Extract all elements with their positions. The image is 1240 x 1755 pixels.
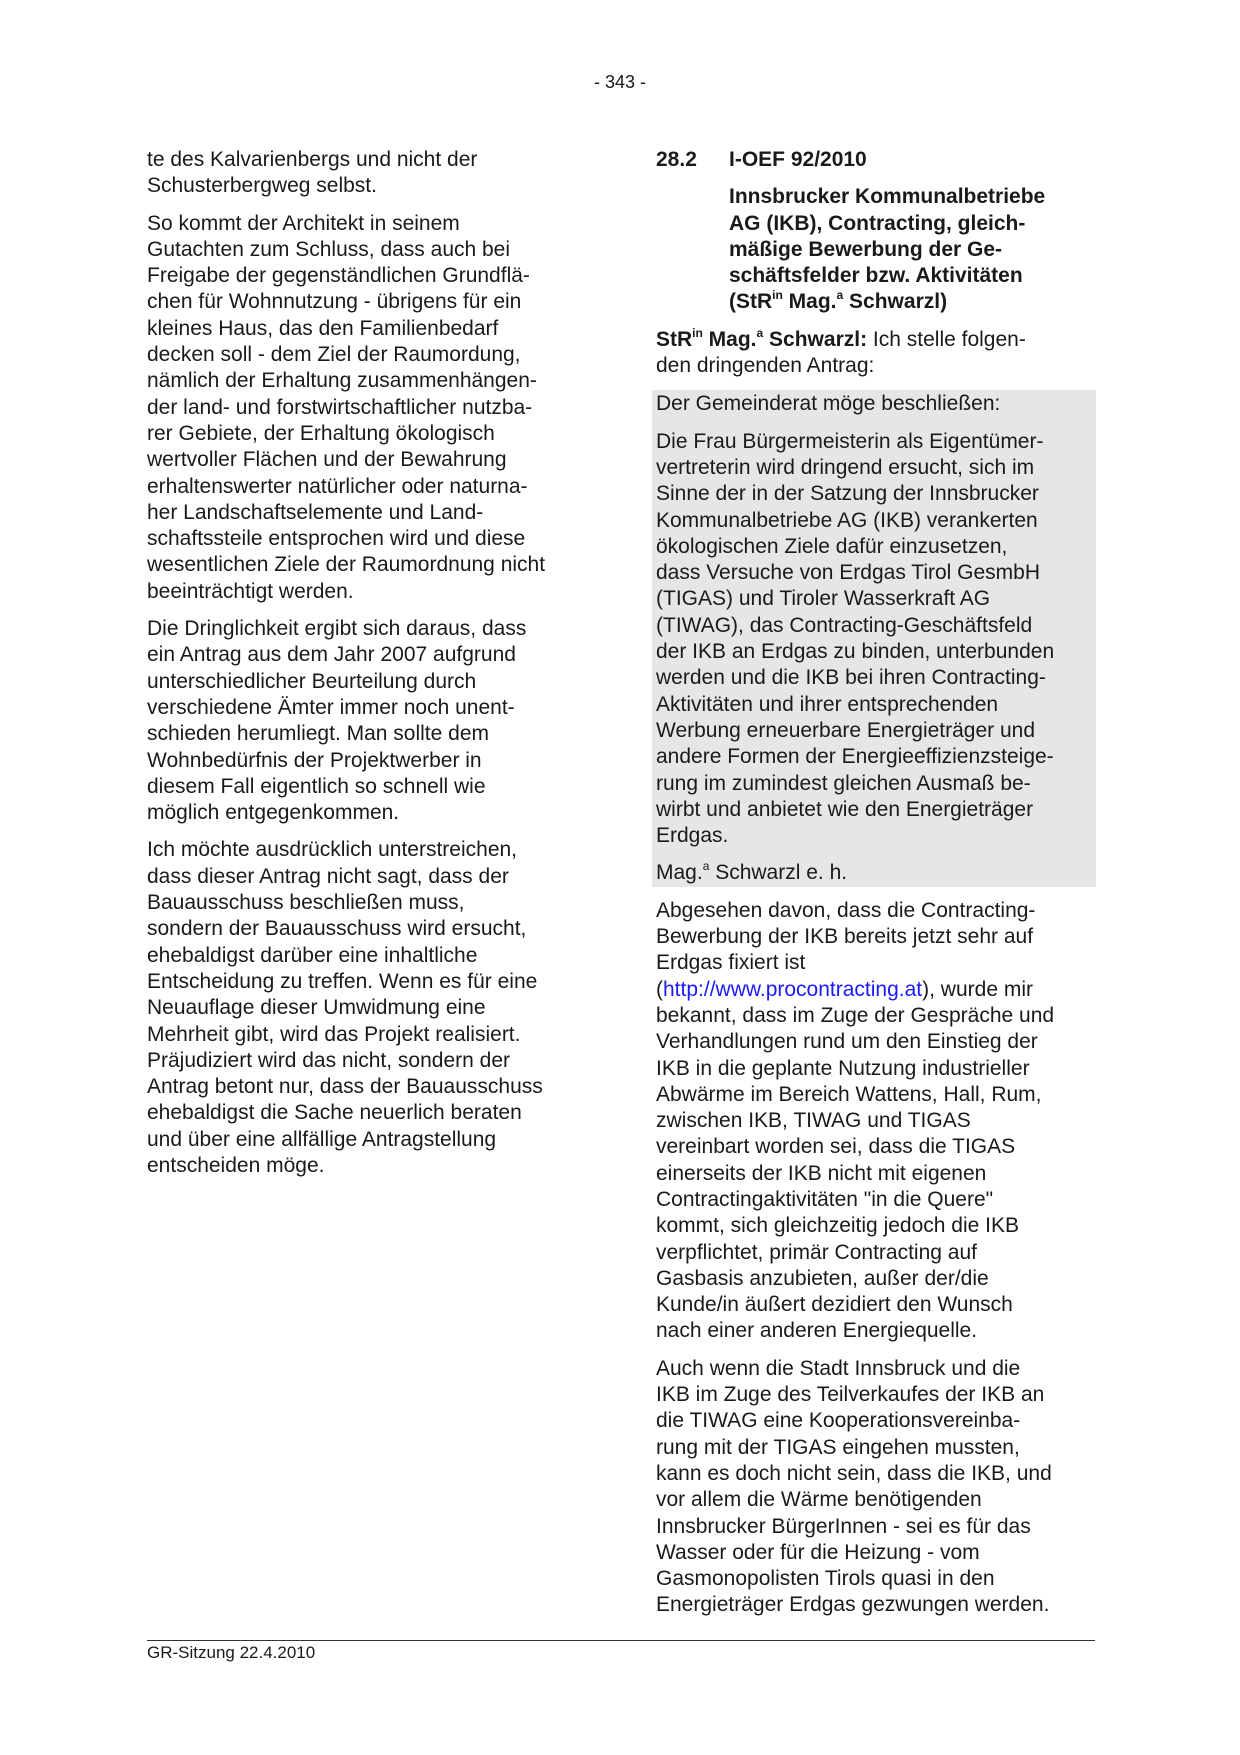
text-line: Erdgas.	[656, 824, 729, 848]
superscript: in	[772, 288, 783, 303]
text-line: Erdgas fixiert ist	[656, 951, 806, 975]
superscript: a	[836, 288, 844, 303]
text-line: Innsbrucker BürgerInnen - sei es für das	[656, 1514, 1031, 1538]
page-number: - 343 -	[593, 72, 647, 92]
text-line: Neuauflage dieser Umwidmung eine	[147, 996, 486, 1020]
text-line: nämlich der Erhaltung zusammenhängen-	[147, 369, 537, 393]
text-line: rung mit der TIGAS eingehen mussten,	[656, 1435, 1020, 1459]
superscript: a	[756, 325, 764, 340]
text-line: Wohnbedürfnis der Projektwerber in	[147, 748, 482, 772]
text-line: Ich möchte ausdrücklich unterstreichen,	[147, 838, 518, 862]
right-column	[656, 147, 1096, 1630]
text-segment: Mag.	[702, 327, 757, 351]
text-line: Abgesehen davon, dass die Contracting-	[656, 898, 1036, 922]
text-line: wertvoller Flächen und der Bewahrung	[147, 448, 507, 472]
text-line: te des Kalvarienbergs und nicht der	[147, 148, 478, 171]
text-line: mäßige Bewerbung der Ge-	[729, 237, 1003, 261]
text-line: Kommunalbetriebe AG (IKB) verankerten	[656, 508, 1038, 532]
text-line: Wasser oder für die Heizung - vom	[656, 1540, 980, 1564]
paragraph	[656, 860, 1092, 886]
text-segment: ), wurde mir	[922, 977, 1033, 1001]
text-line: Bauausschuss beschließen muss,	[147, 891, 465, 915]
text-line: Energieträger Erdgas gezwungen werden.	[656, 1593, 1050, 1617]
left-column	[147, 147, 587, 1190]
paragraph	[656, 429, 1092, 850]
footer-text: GR-Sitzung 22.4.2010	[147, 1643, 316, 1662]
text-line: möglich entgegenkommen.	[147, 801, 400, 825]
text-line: Der Gemeinderat möge beschließen:	[656, 392, 1001, 416]
text-line: andere Formen der Energieeffizienzsteige-	[656, 745, 1054, 769]
text-line: kann es doch nicht sein, dass die IKB, und	[656, 1461, 1052, 1485]
text-line: chen für Wohnnutzung - übrigens für ein	[147, 290, 522, 314]
text-line: ehebaldigst darüber eine inhaltliche	[147, 943, 478, 967]
text-line: Schusterbergweg selbst.	[147, 174, 377, 198]
procontracting-link[interactable]: http://www.procontracting.at	[663, 977, 923, 1001]
text-line	[656, 860, 1092, 886]
text-line: Entscheidung zu treffen. Wenn es für eine	[147, 969, 538, 993]
text-segment: Schwarzl e. h.	[709, 861, 848, 885]
text-segment: Ich stelle folgen-	[867, 327, 1026, 351]
text-segment: (	[656, 977, 663, 1001]
superscript: a	[702, 859, 710, 874]
section-heading	[656, 147, 1096, 173]
paragraph	[147, 147, 587, 200]
right-body	[656, 898, 1096, 1619]
text-line: Sinne der in der Satzung der Innsbrucker	[656, 482, 1039, 506]
text-line: kommt, sich gleichzeitig jedoch die IKB	[656, 1214, 1019, 1238]
text-line: Verhandlungen rund um den Einstieg der	[656, 1030, 1038, 1054]
speaker-intro	[656, 327, 1096, 380]
section-title	[729, 184, 1096, 315]
text-segment: (StR	[729, 290, 773, 314]
text-line: her Landschaftselemente und Land-	[147, 500, 484, 524]
text-line: werden und die IKB bei ihren Contracting-	[656, 666, 1046, 690]
text-line: erhaltenswerter natürlicher oder naturna-	[147, 474, 528, 498]
text-line: So kommt der Architekt in seinem	[147, 211, 460, 235]
text-line: Aktivitäten und ihrer entsprechenden	[656, 692, 999, 716]
text-line: unterschiedlicher Beurteilung durch	[147, 669, 477, 693]
text-line: dass dieser Antrag nicht sagt, dass der	[147, 864, 509, 888]
text-line: Antrag betont nur, dass der Bauausschuss	[147, 1075, 543, 1099]
section-number: 28.2	[656, 148, 697, 171]
text-line: bekannt, dass im Zuge der Gespräche und	[656, 1003, 1055, 1027]
text-line: vor allem die Wärme benötigenden	[656, 1488, 982, 1512]
paragraph	[147, 211, 587, 605]
text-line: schieden herumliegt. Man sollte dem	[147, 722, 490, 746]
text-segment: StR	[656, 327, 693, 351]
text-line: schäftsfelder bzw. Aktivitäten	[729, 264, 1023, 288]
text-line: rung im zumindest gleichen Ausmaß be-	[656, 771, 1031, 795]
text-line	[656, 327, 1096, 353]
text-line: Kunde/in äußert dezidiert den Wunsch	[656, 1293, 1013, 1317]
text-line: IKB in die geplante Nutzung industrieller	[656, 1056, 1030, 1080]
text-line: ehebaldigst die Sache neuerlich beraten	[147, 1101, 522, 1125]
section-code: I-OEF 92/2010	[729, 148, 867, 171]
text-line: Freigabe der gegenständlichen Grundflä-	[147, 264, 530, 288]
text-line: den dringenden Antrag:	[656, 354, 875, 378]
text-line: AG (IKB), Contracting, gleich-	[729, 211, 1026, 235]
text-line: beeinträchtigt werden.	[147, 579, 354, 603]
paragraph	[656, 1356, 1096, 1619]
text-line: die TIWAG eine Kooperationsvereinba-	[656, 1409, 1021, 1433]
text-line	[656, 977, 1096, 1003]
text-line: Gutachten zum Schluss, dass auch bei	[147, 237, 511, 261]
text-line: Präjudiziert wird das nicht, sondern der	[147, 1048, 511, 1072]
text-line: Innsbrucker Kommunalbetriebe	[729, 185, 1046, 209]
text-line: Gasmonopolisten Tirols quasi in den	[656, 1567, 995, 1591]
text-line: IKB im Zuge des Teilverkaufes der IKB an	[656, 1383, 1045, 1407]
text-line: verpflichtet, primär Contracting auf	[656, 1240, 977, 1264]
text-segment: Mag.	[782, 290, 837, 314]
text-line: nach einer anderen Energiequelle.	[656, 1319, 978, 1343]
text-line: (TIGAS) und Tiroler Wasserkraft AG	[656, 587, 991, 611]
text-line: Werbung erneuerbare Energieträger und	[656, 718, 1036, 742]
text-line: der land- und forstwirtschaftlicher nutzba-	[147, 395, 533, 419]
text-line: decken soll - dem Ziel der Raumordung,	[147, 343, 521, 367]
paragraph	[147, 837, 587, 1179]
text-line: und über eine allfällige Antragstellung	[147, 1127, 497, 1151]
text-line: (TIWAG), das Contracting-Geschäftsfeld	[656, 613, 1033, 637]
text-line: Gasbasis anzubieten, außer der/die	[656, 1266, 989, 1290]
text-line	[729, 289, 1096, 315]
paragraph	[656, 898, 1096, 1345]
text-line: der IKB an Erdgas zu binden, unterbunden	[656, 640, 1055, 664]
text-line: dass Versuche von Erdgas Tirol GesmbH	[656, 561, 1041, 585]
text-line: vertreterin wird dringend ersucht, sich im	[656, 455, 1035, 479]
text-line: Die Frau Bürgermeisterin als Eigentümer-	[656, 429, 1044, 453]
text-line: ökologischen Ziele dafür einzusetzen,	[656, 534, 1008, 558]
paragraph	[656, 391, 1092, 417]
text-line: einerseits der IKB nicht mit eigenen	[656, 1161, 987, 1185]
text-line: Abwärme im Bereich Wattens, Hall, Rum,	[656, 1082, 1042, 1106]
text-line: Mehrheit gibt, wird das Projekt realisiert.	[147, 1022, 521, 1046]
text-line: wesentlichen Ziele der Raumordnung nicht	[147, 553, 546, 577]
text-line: verschiedene Ämter immer noch unent-	[147, 695, 515, 719]
text-line: diesem Fall eigentlich so schnell wie	[147, 774, 486, 798]
text-line: Bewerbung der IKB bereits jetzt sehr auf	[656, 925, 1034, 949]
text-line: entscheiden möge.	[147, 1153, 325, 1177]
text-line: Contractingaktivitäten "in die Quere"	[656, 1187, 994, 1211]
text-line: zwischen IKB, TIWAG und TIGAS	[656, 1109, 971, 1133]
text-line: vereinbart worden sei, dass die TIGAS	[656, 1135, 1016, 1159]
text-line: schaftssteile entsprochen wird und diese	[147, 527, 526, 551]
footer-divider	[147, 1640, 1095, 1641]
paragraph	[147, 616, 587, 826]
text-line: sondern der Bauausschuss wird ersucht,	[147, 917, 527, 941]
superscript: in	[692, 325, 703, 340]
text-line: Die Dringlichkeit ergibt sich daraus, dass	[147, 617, 527, 641]
text-line: Auch wenn die Stadt Innsbruck und die	[656, 1356, 1021, 1380]
text-line: wirbt und anbietet wie den Energieträger	[656, 797, 1034, 821]
text-segment: Schwarzl)	[843, 290, 948, 314]
text-segment: Schwarzl:	[763, 327, 868, 351]
text-segment: Mag.	[656, 861, 703, 885]
text-line: rer Gebiete, der Erhaltung ökologisch	[147, 421, 495, 445]
text-line: kleines Haus, das den Familienbedarf	[147, 316, 499, 340]
motion-box	[652, 390, 1096, 886]
text-line: ein Antrag aus dem Jahr 2007 aufgrund	[147, 643, 516, 667]
